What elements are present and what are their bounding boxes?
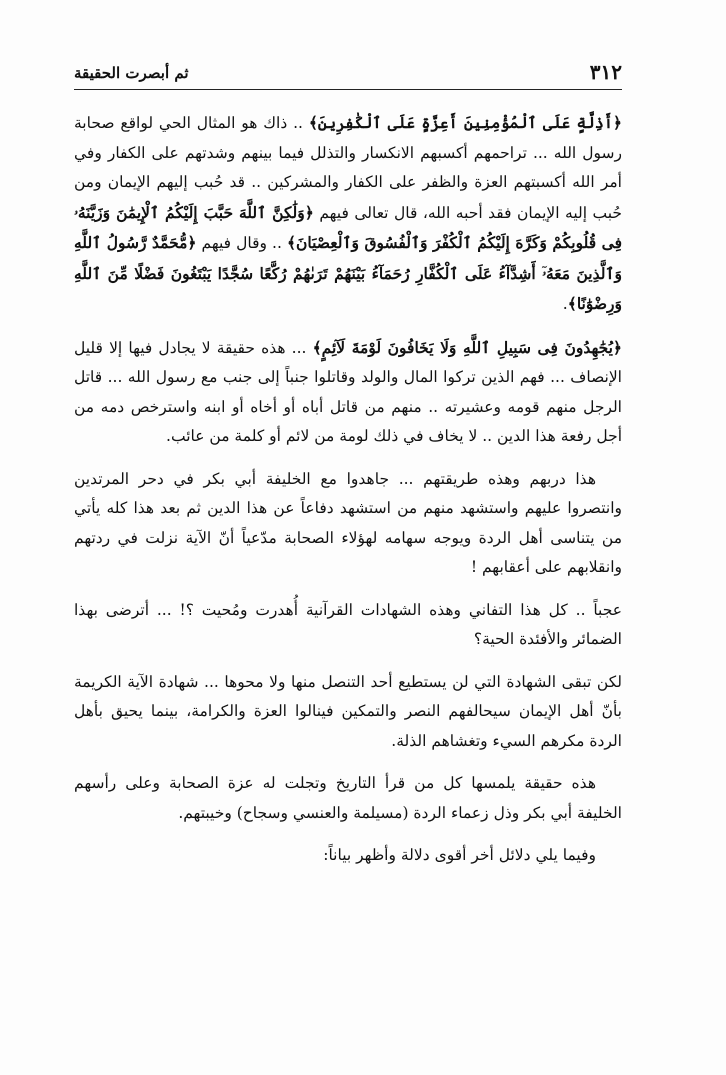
paragraph-7 <box>74 841 622 871</box>
paragraph-1 <box>74 108 622 320</box>
quran-verse: ﴿أَذِلَّةٍ عَلَى ٱلْمُؤْمِنِينَ أَعِزَّةٍ عَلَى ٱلْكَٰفِرِينَ﴾ <box>308 113 622 132</box>
paragraph-text: هذه حقيقة يلمسها كل من قرأ التاريخ وتجلت له عزة الصحابة وعلى رأسهم الخليفة أبي بكر وذل زعماء الردة (مسيلمة والعنسي وسجاح) وخيبتهم. <box>74 774 622 822</box>
paragraph-text: . <box>562 295 568 313</box>
paragraph-2 <box>74 333 622 452</box>
paragraph-6 <box>74 769 622 828</box>
paragraph-5 <box>74 668 622 757</box>
quran-verse: ﴿يُجَٰهِدُونَ فِى سَبِيلِ ٱللَّهِ وَلَا يَخَافُونَ لَوْمَةَ لَآئِمٍ﴾ <box>312 337 623 357</box>
paragraph-text: .. ذاك هو المثال الحي لواقع صحابة رسول الله ... تراحمهم أكسبهم الانكسار والتذلل فيما بينهم وشدتهم على الكفار وفي أمر الله أكسبتهم العزة والظفر على الكفار والمشركين .. قد حُبب إليهم الإيمان ومن حُبب إليه الإيمان فقد أحبه الله، قال تعالى فيهم <box>74 114 622 222</box>
quran-verse: ﴿وَلَٰكِنَّ ٱللَّهَ حَبَّبَ إِلَيْكُمُ ٱلْإِيمَٰنَ وَزَيَّنَهُۥ فِى قُلُوبِكُمْ وَكَرَّهَ إِلَيْكُمُ ٱلْكُفْرَ وَٱلْفُسُوقَ وَٱلْعِصْيَانَ﴾ <box>74 202 622 252</box>
page-body <box>74 108 622 884</box>
paragraph-text: لكن تبقى الشهادة التي لن يستطيع أحد التنصل منها ولا محوها ... شهادة الآية الكريمة بأنّ أهل الإيمان سيحالفهم النصر والتمكين فينالوا العزة والكرامة، بينما يحيق بأهل الردة مكرهم السيء وتغشاهم الذلة. <box>74 672 622 750</box>
paragraph-3 <box>74 465 622 583</box>
page-header <box>74 60 622 86</box>
running-title: ثم أبصرت الحقيقة <box>74 64 189 82</box>
paragraph-text: وفيما يلي دلائل أخر أقوى دلالة وأظهر بياناً: <box>323 846 596 864</box>
quran-verse: ﴿مُّحَمَّدٌ رَّسُولُ ٱللَّهِ وَٱلَّذِينَ مَعَهُۥٓ أَشِدَّآءُ عَلَى ٱلْكُفَّارِ رُحَمَآءُ بَيْنَهُمْ تَرَىٰهُمْ رُكَّعًا سُجَّدًا يَبْتَغُونَ فَضْلًا مِّنَ ٱللَّهِ وَرِضْوَٰنًا﴾ <box>74 233 622 313</box>
paragraph-text: .. وقال فيهم <box>196 234 287 252</box>
paragraph-4 <box>74 596 622 655</box>
paragraph-text: ... هذه حقيقة لا يجادل فيها إلا قليل الإنصاف ... فهم الذين تركوا المال والولد وقاتلوا جنباً إلى جنب مع رسول الله ... قاتل الرجل منهم قومه وعشيرته .. منهم من قاتل أباه أو أخاه أو ابنه واسترخص دمه من أجل رفعة هذا الدين .. لا يخاف في ذلك لومة من لائم أو كلمة من عائب. <box>74 338 622 445</box>
paragraph-text: هذا دربهم وهذه طريقتهم ... جاهدوا مع الخليفة أبي بكر في دحر المرتدين وانتصروا عليهم واستشهد منهم من استشهد دفاعاً عن هذا الدين ثم بعد هذا كله يأتي من يتناسى أهل الردة ويوجه سهامه لهؤلاء الصحابة مدّعياً أنّ الآية نزلت في ردتهم وانقلابهم على أعقابهم ! <box>74 469 622 576</box>
header-divider <box>74 89 622 90</box>
paragraph-text: عجباً .. كل هذا التفاني وهذه الشهادات القرآنية أُهدرت ومُحيت ؟! ... أترضى بهذا الضمائر والأفئدة الحية؟ <box>74 600 622 648</box>
page-number: ٣١٢ <box>589 60 622 84</box>
